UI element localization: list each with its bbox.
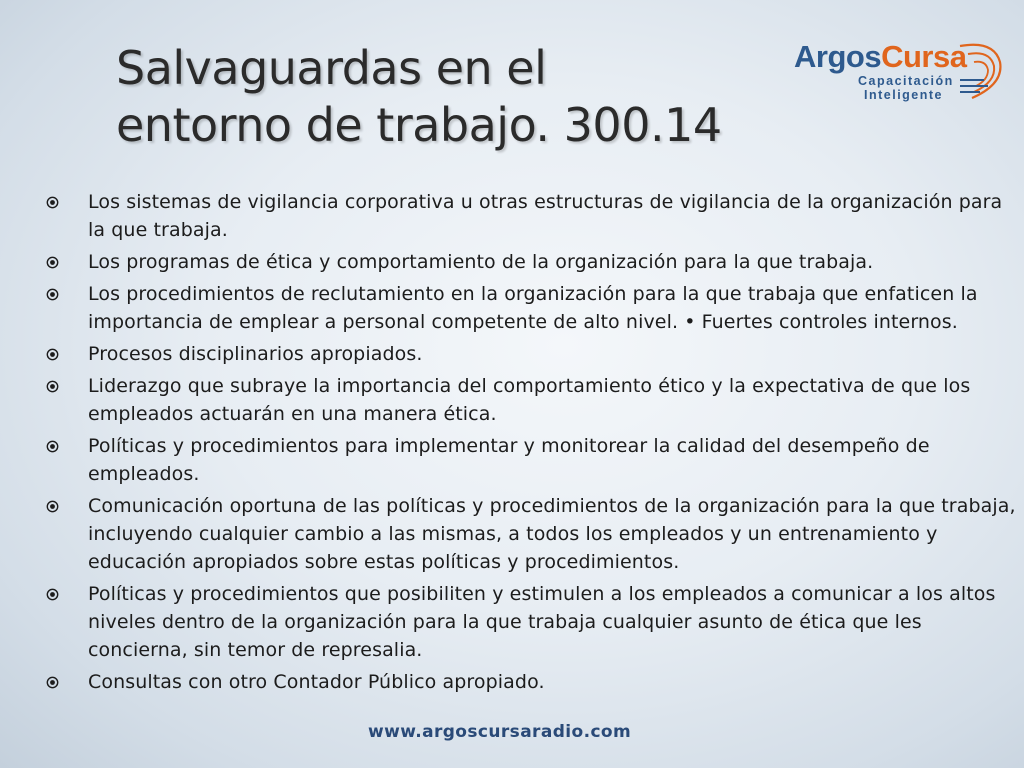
circled-dot-bullet-icon — [46, 676, 59, 689]
slide-title-line-1: Salvaguardas en el — [116, 41, 547, 95]
bullet-text: Liderazgo que subraye la importancia del comportamiento ético y la expectativa de que los empleados actuarán en una manera ética. — [88, 375, 971, 425]
bullet-text: Comunicación oportuna de las políticas y procedimientos de la organización para la que trabaja, incluyendo cualquier cambio a las mismas, a todos los empleados y un entrenamiento y educación apropiados sobre estas políticas y procedimientos. — [88, 495, 1016, 573]
bullet-text: Políticas y procedimientos que posibiliten y estimulen a los empleados a comunicar a los altos niveles dentro de la organización para la que trabaja cualquier asunto de ética que les concierna, sin temor de represalia. — [88, 583, 996, 661]
circled-dot-bullet-icon — [46, 348, 59, 361]
circled-dot-bullet-icon — [46, 380, 59, 393]
bullet-text: Consultas con otro Contador Público apropiado. — [88, 671, 545, 693]
circled-dot-bullet-icon — [46, 256, 59, 269]
bullet-item — [46, 668, 1016, 696]
bullet-list — [46, 188, 1016, 700]
slide-title-line-2: entorno de trabajo. 300.14 — [116, 98, 722, 152]
bullet-text: Políticas y procedimientos para implementar y monitorear la calidad del desempeño de empleados. — [88, 435, 930, 485]
logo-tagline-line-1: Capacitación — [858, 74, 954, 88]
footer-url[interactable]: www.argoscursaradio.com — [368, 722, 632, 742]
bullet-item — [46, 248, 1016, 276]
circled-dot-bullet-icon — [46, 440, 59, 453]
logo-wordmark — [794, 40, 966, 74]
bullet-item — [46, 432, 1016, 488]
slide-title — [116, 40, 796, 154]
circled-dot-bullet-icon — [46, 500, 59, 513]
bullet-item — [46, 188, 1016, 244]
circled-dot-bullet-icon — [46, 588, 59, 601]
logo-word-argos: Argos — [794, 39, 882, 74]
bullet-item — [46, 492, 1016, 576]
circled-dot-bullet-icon — [46, 288, 59, 301]
argoscursa-logo-mark-icon — [954, 40, 1006, 100]
bullet-item — [46, 580, 1016, 664]
logo-word-cursa: Cursa — [881, 39, 967, 74]
bullet-item — [46, 340, 1016, 368]
logo-tagline-line-2: Inteligente — [864, 88, 944, 102]
bullet-text: Los procedimientos de reclutamiento en la organización para la que trabaja que enfaticen la importancia de emplear a personal competente de alto nivel. • Fuertes controles internos. — [88, 283, 978, 333]
bullet-text: Procesos disciplinarios apropiados. — [88, 343, 423, 365]
bullet-item — [46, 280, 1016, 336]
bullet-text: Los programas de ética y comportamiento de la organización para la que trabaja. — [88, 251, 874, 273]
bullet-item — [46, 372, 1016, 428]
bullet-text: Los sistemas de vigilancia corporativa u otras estructuras de vigilancia de la organización para la que trabaja. — [88, 191, 1003, 241]
circled-dot-bullet-icon — [46, 196, 59, 209]
argoscursa-logo — [794, 36, 1006, 100]
